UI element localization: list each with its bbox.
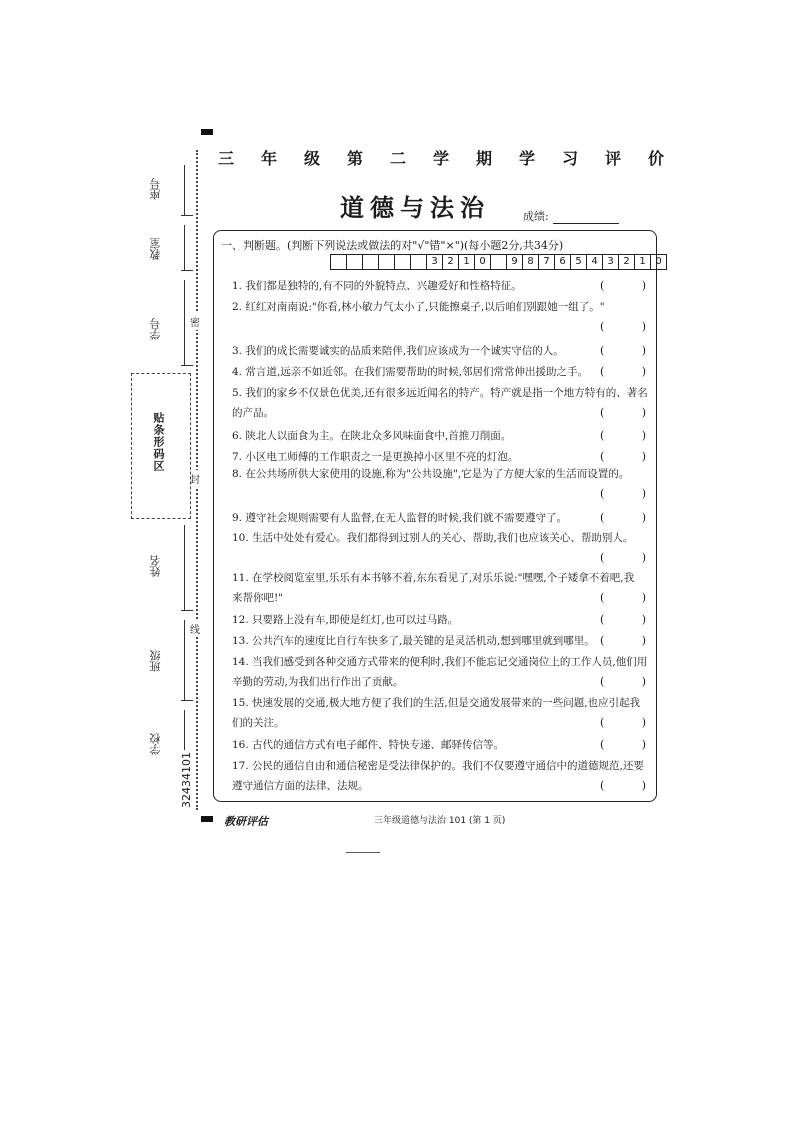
bracket-open: ( [600,365,605,378]
question-item [232,652,646,692]
digit-cell [362,254,378,270]
bracket-close: ) [641,429,646,442]
bracket-close: ) [641,738,646,751]
student-id-label: 学号 [149,318,162,340]
digit-cell: 8 [522,254,538,270]
answer-bracket[interactable] [600,551,646,564]
question-item [232,735,646,755]
question-text: 来帮你吧!" [232,592,284,604]
bracket-open: ( [600,344,605,357]
digit-cell: 0 [650,254,667,270]
digit-cell: 7 [538,254,554,270]
bracket-close: ) [641,320,646,333]
margin-rule [184,225,185,270]
margin-divider [181,215,193,216]
digit-cell [378,254,394,270]
question-text: 15. 快速发展的交通,极大地方便了我们的生活,但是交通发展带来的一些问题,也应引起我 [232,697,641,709]
question-text: 们的关注。 [232,717,285,729]
question-text: 的产品。 [232,407,274,419]
bracket-open: ( [600,591,605,604]
question-text: 3. 我们的成长需要诚实的品质来陪伴,我们应该成为一个诚实守信的人。 [232,345,564,357]
bracket-close: ) [641,779,646,792]
bracket-open: ( [600,675,605,688]
question-item [232,610,646,630]
registration-mark-top [201,129,213,135]
margin-divider [181,270,193,271]
question-item [232,631,646,651]
margin-divider [181,610,193,611]
question-item [232,568,646,608]
seat-number-label: 座号 [149,178,162,200]
margin-rule [184,710,185,750]
class-label: 班级 [149,650,162,672]
margin-divider [181,365,193,366]
classroom-label: 教室 [149,238,162,260]
bracket-close: ) [641,365,646,378]
question-item [232,756,646,796]
seal-char-feng: 封 [190,470,200,487]
digit-cell: 6 [554,254,570,270]
question-item [232,528,646,568]
bracket-open: ( [600,779,605,792]
margin-rule [184,280,185,365]
question-item [232,426,646,446]
answer-bracket[interactable] [600,365,646,378]
margin-rule [184,620,185,700]
section-heading: 一、判断题。(判断下列说法或做法的对"√"错"×")(每小题2分,共34分) [221,239,564,252]
answer-bracket[interactable] [600,634,646,647]
question-item [232,508,646,528]
margin-rule [184,165,185,215]
digit-cell: 3 [602,254,618,270]
answer-bracket[interactable] [600,738,646,751]
answer-bracket[interactable] [600,591,646,604]
question-text: 9. 遵守社会规则需要有人监督,在无人监督的时候,我们就不需要遵守了。 [232,512,568,524]
digit-cell [394,254,410,270]
digit-row [330,254,667,270]
question-item [232,383,646,423]
bracket-open: ( [600,406,605,419]
question-item [232,341,646,361]
question-text: 5. 我们的家乡不仅景色优美,还有很多远近闻名的特产。特产就是指一个地方特有的、著名 [232,387,648,399]
digit-cell: 4 [586,254,602,270]
question-text: 13. 公共汽车的速度比自行车快多了,最关键的是灵活机动,想到哪里就到哪里。 [232,635,595,647]
bracket-open: ( [600,613,605,626]
digit-cell [330,254,346,270]
question-text: 14. 当我们感受到各种交通方式带来的便利时,我们不能忘记交通岗位上的工作人员,他们用 [232,656,648,668]
bracket-close: ) [641,344,646,357]
bracket-open: ( [600,429,605,442]
bracket-open: ( [600,511,605,524]
question-text: 遵守通信方面的法律、法规。 [232,780,369,792]
digit-cell [346,254,362,270]
question-text: 11. 在学校阅览室里,乐乐有本书够不着,东东看见了,对乐乐说:"嘿嘿,个子矮拿不着吧,我 [232,572,635,584]
answer-bracket[interactable] [600,511,646,524]
bracket-close: ) [641,551,646,564]
footer-page-info: 三年级道德与法治 101 (第 1 页) [374,816,506,826]
answer-bracket[interactable] [600,429,646,442]
exam-title: 三年级第二学期学习评价 [218,149,692,168]
question-item [232,693,646,733]
answer-bracket[interactable] [600,406,646,419]
subject-title: 道德与法治 [340,193,490,222]
digit-cell: 5 [570,254,586,270]
bracket-open: ( [600,634,605,647]
bracket-close: ) [641,675,646,688]
question-text: 1. 我们都是独特的,有不同的外貌特点、兴趣爱好和性格特征。 [232,280,522,292]
bracket-close: ) [641,716,646,729]
answer-bracket[interactable] [600,279,646,292]
answer-bracket[interactable] [600,487,646,500]
exam-code: 32434101 [180,752,193,808]
digit-cell: 2 [442,254,458,270]
digit-cell: 9 [506,254,522,270]
question-text: 辛勤的劳动,为我们出行作出了贡献。 [232,676,404,688]
seal-char-mi: 密 [190,313,200,330]
question-item [232,297,646,337]
school-label: 学校 [149,733,162,755]
answer-bracket[interactable] [600,450,646,463]
bracket-close: ) [641,591,646,604]
bracket-close: ) [641,450,646,463]
digit-cell [490,254,506,270]
name-label: 姓名 [149,555,162,577]
bracket-close: ) [641,487,646,500]
bracket-open: ( [600,450,605,463]
footer-brand: 教研评估 [224,815,268,828]
bracket-open: ( [600,487,605,500]
digit-cell: 0 [474,254,490,270]
question-text: 4. 常言道,远亲不如近邻。在我们需要帮助的时候,邻居们常常伸出援助之手。 [232,366,589,378]
bracket-close: ) [641,634,646,647]
answer-bracket[interactable] [600,613,646,626]
answer-bracket[interactable] [600,344,646,357]
question-text: 10. 生活中处处有爱心。我们都得到过别人的关心、帮助,我们也应该关心、帮助别人。 [232,532,634,544]
bracket-open: ( [600,320,605,333]
bracket-close: ) [641,406,646,419]
digit-cell: 2 [618,254,634,270]
question-text: 16. 古代的通信方式有电子邮件、特快专递、邮驿传信等。 [232,739,505,751]
question-text [232,548,646,568]
bracket-open: ( [600,279,605,292]
bottom-divider [346,852,380,853]
question-text: 7. 小区电工师傅的工作职责之一是更换掉小区里不亮的灯泡。 [232,451,519,463]
digit-cell: 1 [634,254,650,270]
bracket-close: ) [641,511,646,524]
registration-mark-bottom [201,816,213,822]
question-text: 2. 红红对南南说:"你看,林小敏力气太小了,只能擦桌子,以后咱们别跟她一组了。" [232,301,605,313]
score-blank[interactable] [553,213,619,224]
digit-cell: 1 [458,254,474,270]
margin-rule [184,525,185,610]
score-field[interactable] [523,208,619,224]
answer-bracket[interactable] [600,320,646,333]
answer-bracket[interactable] [600,675,646,688]
answer-bracket[interactable] [600,716,646,729]
question-text: 6. 陕北人以面食为主。在陕北众多风味面食中,首推刀削面。 [232,430,512,442]
question-item [232,362,646,382]
seal-char-xian: 线 [190,620,200,637]
answer-bracket[interactable] [600,779,646,792]
bracket-open: ( [600,716,605,729]
score-label: 成绩: [523,210,549,223]
bracket-open: ( [600,551,605,564]
question-text: 17. 公民的通信自由和通信秘密是受法律保护的。我们不仅要遵守通信中的道德规范,还要 [232,760,644,772]
bracket-close: ) [641,613,646,626]
question-text [232,484,646,504]
digit-cell [410,254,426,270]
question-text: 8. 在公共场所供大家使用的设施,称为"公共设施",它是为了方便大家的生活而设置的。 [232,468,630,480]
digit-cell: 3 [426,254,442,270]
barcode-sticker-label: 贴条形码区 [152,412,165,472]
question-text [232,317,646,337]
question-text: 12. 只要路上没有车,即使是红灯,也可以过马路。 [232,614,459,626]
margin-divider [181,700,193,701]
question-item [232,276,646,296]
bracket-open: ( [600,738,605,751]
bracket-close: ) [641,279,646,292]
question-item [232,464,646,504]
